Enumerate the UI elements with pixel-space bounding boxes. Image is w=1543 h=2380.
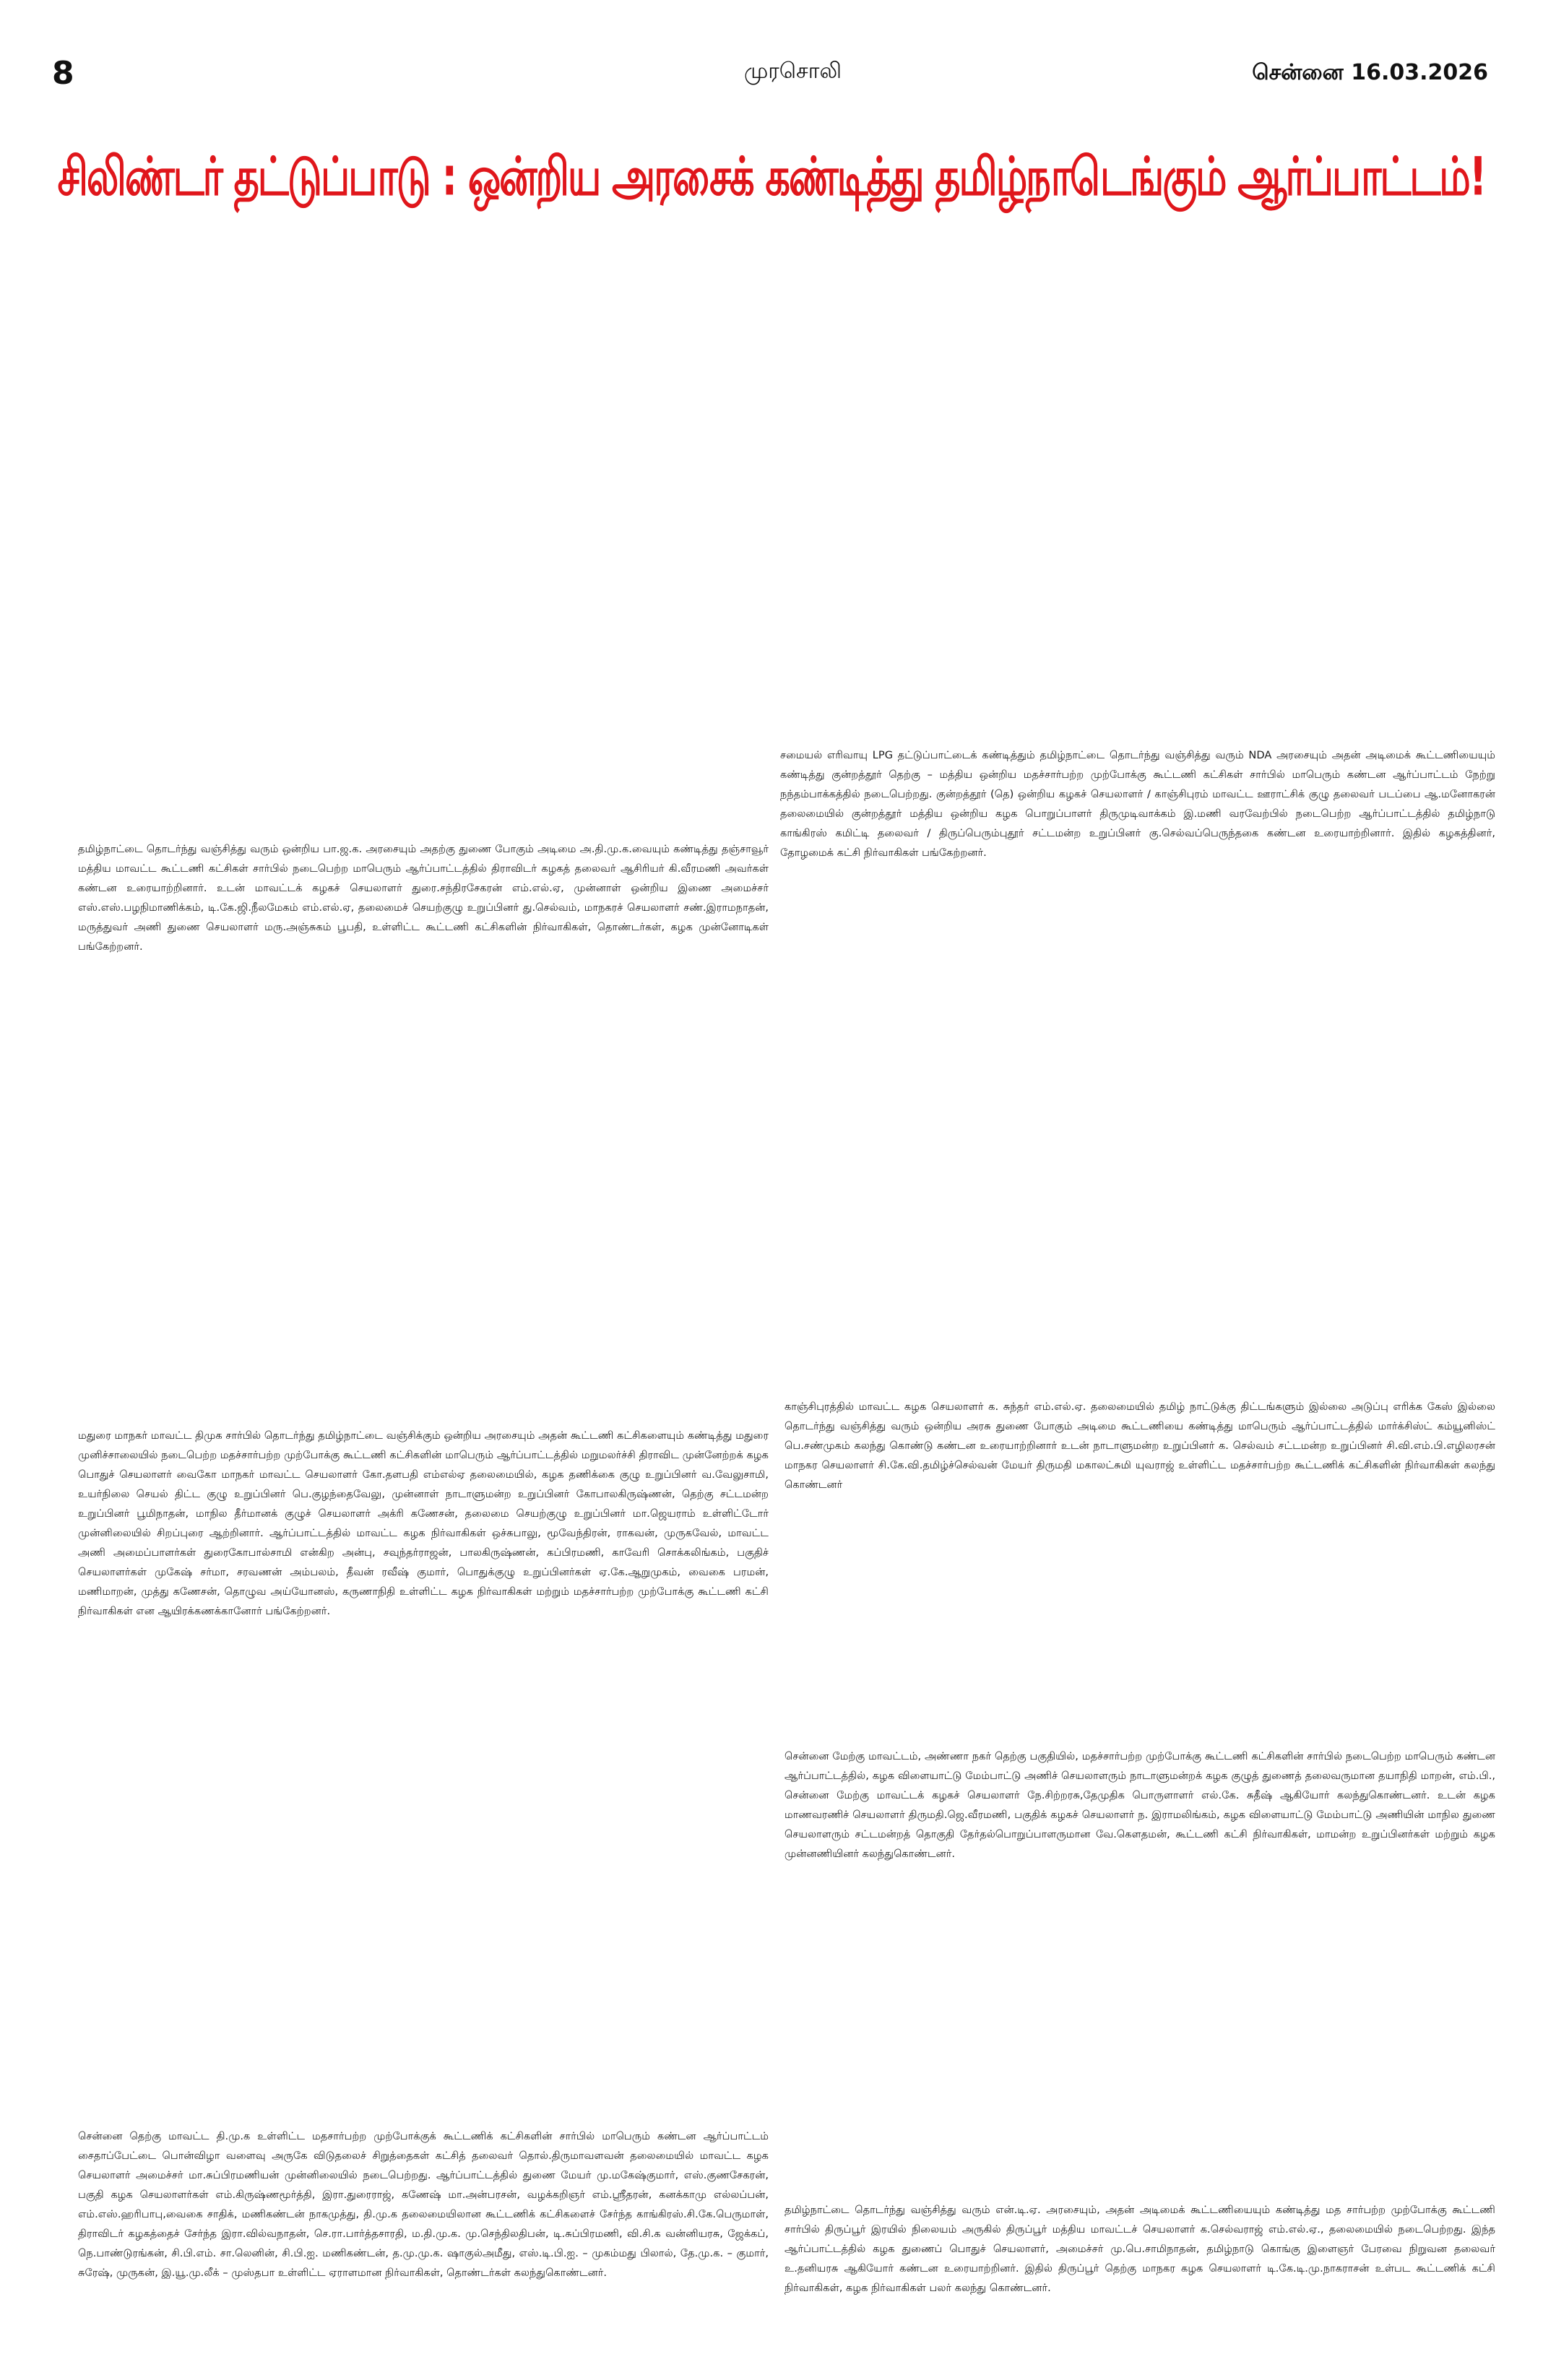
story-kundrathur-caption: சமையல் எரிவாயு LPG தட்டுப்பாட்டைக் கண்டித்தும் தமிழ்நாட்டை தொடர்ந்து வஞ்சித்து வரும் NDA அரசையும் அதன் அடிமைக் கூட்டணியையும் கண்டித்து குன்றத்தூர் தெற்கு – மத்திய ஒன்றிய மதச்சார்பற்ற முற்போக்கு கூட்டணி கட்சிகள் சார்பில் மாபெரும் கண்டன ஆர்ப்பாட்டம் நேற்று நந்தம்பாக்கத்தில் நடைபெற்றது. குன்றத்தூர் (தெ) ஒன்றிய கழகச் செயலாளர் / காஞ்சிபுரம் மாவட்ட ஊராட்சிக் குழு தலைவர் படப்பை ஆ.மனோகரன் தலைமையில் குன்றத்தூர் மத்திய ஒன்றிய கழக பொறுப்பாளர் திருமுடிவாக்கம் இ.மணி வரவேற்பில் நடைபெற்ற ஆர்ப்பாட்டத்தில் தமிழ்நாடு காங்கிரஸ் கமிட்டி தலைவர் / திருப்பெரும்புதூர் சட்டமன்ற உறுப்பினர் கு.செல்வப்பெருந்தகை கண்டன உரையாற்றினார். இதில் கழகத்தினர், தோழமைக் கட்சி நிர்வாகிகள் பங்கேற்றனர்.: [780, 749, 1495, 859]
page-headline: சிலிண்டர் தட்டுப்பாடு : ஒன்றிய அரசைக் கண்டித்து தமிழ்நாடெங்கும் ஆர்ப்பாட்டம்!: [57, 145, 1486, 207]
story-madurai-caption: மதுரை மாநகர் மாவட்ட திமுக சார்பில் தொடர்ந்து தமிழ்நாட்டை வஞ்சிக்கும் ஒன்றிய அரசையும் அதன் கூட்டணி கட்சிகளையும் கண்டித்து மதுரை முனிச்சாலையில் நடைபெற்ற மதச்சார்பற்ற முற்போக்கு கூட்டணி கட்சிகளின் மாபெரும் ஆர்ப்பாட்டத்தில் மறுமலர்ச்சி திராவிட முன்னேற்றக் கழக பொதுச் செயலாளர் வைகோ மாநகர் மாவட்ட செயலாளர் கோ.தளபதி எம்எல்ஏ தலைமையில், கழக தணிக்கை குழு உறுப்பினர் வ.வேலுசாமி, உயர்நிலை செயல் திட்ட குழு உறுப்பினர் பெ.குழந்தைவேலு, முன்னாள் நாடாளுமன்ற உறுப்பினர் கோபாலகிருஷ்ணன், தெற்கு சட்டமன்ற உறுப்பினர் பூமிநாதன், மாநில தீர்மானக் குழுச் செயலாளர் அக்ரி கணேசன், தலைமை செயற்குழு உறுப்பினர் மா.ஜெயராம் உள்ளிட்டோர் முன்னிலையில் சிறப்புரை ஆற்றினார். ஆர்ப்பாட்டத்தில் மாவட்ட கழக நிர்வாகிகள் ஒச்சுபாலு, மூவேந்திரன், ராகவன், முருகவேல், மாவட்ட அணி அமைப்பாளர்கள் துரைகோபால்சாமி என்கிற அன்பு, சவுந்தர்ராஜன், பாலகிருஷ்ணன், கப்பிரமணி, காவேரி சொக்கலிங்கம், பகுதிச் செயலாளர்கள் முகேஷ் சர்மா, சரவணன் அம்பலம், தீவன் ரவீஷ் குமார், பொதுக்குழு உறுப்பினர்கள் ஏ.கே.ஆறுமுகம், வைகை பரமன், மணிமாறன், முத்து கணேசன், தொழுவ அய்யோனஸ், கருணாநிதி உள்ளிட்ட கழக நிர்வாகிகள் மற்றும் மதச்சார்பற்ற முற்போக்கு கூட்டணி கட்சி நிர்வாகிகள் என ஆயிரக்கணக்கானோர் பங்கேற்றனர்.: [78, 1429, 769, 1617]
city-and-date: சென்னை 16.03.2026: [1252, 60, 1488, 85]
story-thanjavur-caption: தமிழ்நாட்டை தொடர்ந்து வஞ்சித்து வரும் ஒன்றிய பா.ஜ.க. அரசையும் அதற்கு துணை போகும் அடிமை அ.தி.மு.க.வையும் கண்டித்து தஞ்சாவூர் மத்திய மாவட்ட கூட்டணி கட்சிகள் சார்பில் நடைபெற்ற மாபெரும் ஆர்ப்பாட்டத்தில் திராவிடர் கழகத் தலைவர் ஆசிரியர் கி.வீரமணி அவர்கள் கண்டன உரையாற்றினார். உடன் மாவட்டக் கழகச் செயலாளர் துரை.சந்திரசேகரன் எம்.எல்.ஏ, முன்னாள் ஒன்றிய இணை அமைச்சர் எஸ்.எஸ்.பழநிமாணிக்கம், டி.கே.ஜி.நீலமேகம் எம்.எல்.ஏ, தலைமைச் செயற்குழு உறுப்பினர் து.செல்வம், மாநகரச் செயலாளர் சண்.இராமநாதன், மருத்துவர் அணி துணை செயலாளர் மரு.அஞ்சுகம் பூபதி, உள்ளிட்ட கூட்டணி கட்சிகளின் நிர்வாகிகள், தொண்டர்கள், கழக முன்னோடிகள் பங்கேற்றனர்.: [78, 843, 769, 953]
story-chennai-south-caption: சென்னை தெற்கு மாவட்ட தி.மு.க உள்ளிட்ட மதசார்பற்ற முற்போக்குக் கூட்டணிக் கட்சிகளின் சார்பில் மாபெரும் கண்டன ஆர்ப்பாட்டம் சைதாப்பேட்டை பொன்விழா வளைவு அருகே விடுதலைச் சிறுத்தைகள் கட்சித் தலைவர் தொல்.திருமாவளவன் தலைமையில் மாவட்ட கழக செயலாளர் அமைச்சர் மா.சுப்பிரமணியன் முன்னிலையில் நடைபெற்றது. ஆர்ப்பாட்டத்தில் துணை மேயர் மு.மகேஷ்குமார், எஸ்.குணசேகரன், பகுதி கழக செயலாளர்கள் எம்.கிருஷ்ணமூர்த்தி, இரா.துரைராஜ், கணேஷ் மா.அன்பரசன், வழக்கறிஞர் எம்.ஸ்ரீதரன், கனக்காமு எல்லப்பன், எம்.எஸ்.ஹரிபாபு,வைகை சாதிக், மணிகண்டன் நாகமுத்து, தி.மு.க தலைமையிலான கூட்டணிக் கட்சிகளைச் சேர்ந்த காங்கிரஸ்.சி.கே.பெருமாள், திராவிடர் கழகத்தைச் சேர்ந்த இரா.வில்வநாதன், செ.ரா.பார்த்தசாரதி, ம.தி.மு.க. மு.செந்திலதிபன், டி.சுப்பிரமணி, வி.சி.க வன்னியரசு, ஜேக்கப், நெ.பாண்டுரங்கன், சி.பி.எம். சா.லெனின், சி.பி.ஐ. மணிகண்டன், த.மு.மு.க. ஷாகுல்அமீது, எஸ்.டி.பி.ஐ. – முகம்மது பிலால், தே.மு.க. – குமார், சுரேஷ், முருகன், இ.யூ.மு.லீக் – முஸ்தபா உள்ளிட்ட ஏராளமான நிர்வாகிகள், தொண்டர்கள் கலந்துகொண்டனர்.: [78, 2130, 769, 2279]
masthead: [0, 0, 1543, 101]
page-number: 8: [52, 55, 74, 92]
story-kanchipuram-caption: காஞ்சிபுரத்தில் மாவட்ட கழக செயலாளர் க. சுந்தர் எம்.எல்.ஏ. தலைமையில் தமிழ் நாட்டுக்கு திட்டங்களும் இல்லை அடுப்பு எரிக்க கேஸ் இல்லை தொடர்ந்து வஞ்சித்து வரும் ஒன்றிய அரசு துணை போகும் அடிமை கூட்டணியை கண்டித்து மாபெரும் ஆர்ப்பாட்டத்தில் மார்க்சிஸ்ட் கம்யூனிஸ்ட் பெ.சண்முகம் கலந்து கொண்டு கண்டன உரையாற்றினார் உடன் நாடாளுமன்ற உறுப்பினர் க. செல்வம் சட்டமன்ற உறுப்பினர் சி.வி.எம்.பி.எழிலரசன் மாநகர செயலாளர் சி.கே.வி.தமிழ்ச்செல்வன் மேயர் திருமதி மகாலட்சுமி யுவராஜ் உள்ளிட்ட மதச்சார்பற்ற கூட்டணிக் கட்சிகளின் நிர்வாகிகள் கலந்து கொண்டனர்: [785, 1401, 1495, 1491]
story-chennai-west-caption: சென்னை மேற்கு மாவட்டம், அண்ணா நகர் தெற்கு பகுதியில், மதச்சார்பற்ற முற்போக்கு கூட்டணி கட்சிகளின் சார்பில் நடைபெற்ற மாபெரும் கண்டன ஆர்ப்பாட்டத்தில், கழக விளையாட்டு மேம்பாட்டு அணிச் செயலாளரும் நாடாளுமன்றக் கழக குழுத் துணைத் தலைவருமான தயாநிதி மாறன், எம்.பி., சென்னை மேற்கு மாவட்டக் கழகச் செயலாளர் நே.சிற்றரசு,தேமுதிக பொருளாளர் எல்.கே. சுதீஷ் ஆகியோர் கலந்துகொண்டனர். உடன் கழக மாணவரணிச் செயலாளர் திருமதி.ஜெ.வீரமணி, பகுதிக் கழகச் செயலாளர் ந. இராமலிங்கம், கழக விளையாட்டு மேம்பாட்டு அணியின் மாநில துணை செயலாளரும் சட்டமன்றத் தொகுதி தேர்தல்பொறுப்பாளருமான வே.கௌதமன், கூட்டணி கட்சி நிர்வாகிகள், மாமன்ற உறுப்பினர்கள் மற்றும் கழக முன்னணியினர் கலந்துகொண்டனர்.: [785, 1750, 1495, 1860]
newspaper-name: முரசொலி: [744, 59, 842, 84]
story-tiruppur-caption: தமிழ்நாட்டை தொடர்ந்து வஞ்சித்து வரும் என்.டி.ஏ. அரசையும், அதன் அடிமைக் கூட்டணியையும் கண்டித்து மத சார்பற்ற முற்போக்கு கூட்டணி சார்பில் திருப்பூர் இரயில் நிலையம் அருகில் திருப்பூர் மத்திய மாவட்டச் செயலாளர் க.செல்வராஜ் எம்.எல்.ஏ., தலைமையில் நடைபெற்றது. இந்த ஆர்ப்பாட்டத்தில் கழக துணைப் பொதுச் செயலாளர், அமைச்சர் மு.பெ.சாமிநாதன், தமிழ்நாடு கொங்கு இளைஞர் பேரவை நிறுவன தலைவர் உ.தனியரசு ஆகியோர் கண்டன உரையாற்றினர். இதில் திருப்பூர் தெற்கு மாநகர கழக செயலாளர் டி.கே.டி.மு.நாகராசன் உள்பட கூட்டணிக் கட்சி நிர்வாகிகள், கழக நிர்வாகிகள் பலர் கலந்து கொண்டனர்.: [785, 2204, 1495, 2294]
